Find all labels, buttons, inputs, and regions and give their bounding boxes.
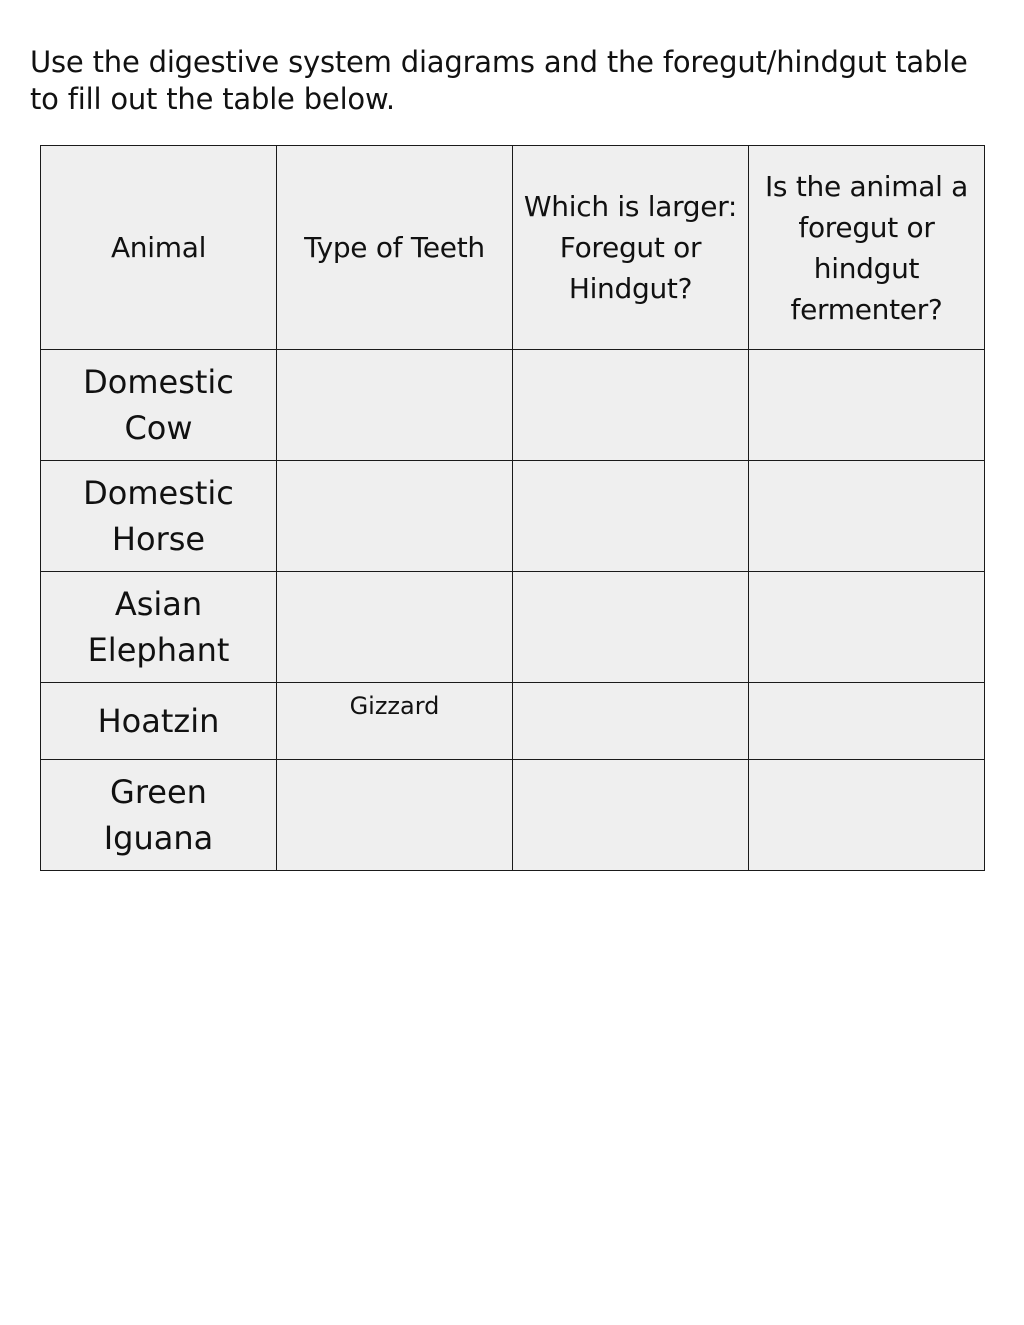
header-animal: Animal <box>41 146 277 350</box>
table-row <box>41 461 985 572</box>
animal-cell: Hoatzin <box>41 683 277 760</box>
fermenter-answer-cell[interactable] <box>749 760 985 871</box>
larger-gut-answer-cell[interactable] <box>513 572 749 683</box>
header-larger-gut: Which is larger: Foregut or Hindgut? <box>513 146 749 350</box>
animal-cell: Domestic Cow <box>41 350 277 461</box>
fermenter-answer-cell[interactable] <box>749 461 985 572</box>
table-row <box>41 683 985 760</box>
fermenter-answer-cell[interactable] <box>749 683 985 760</box>
digestive-worksheet-table <box>40 145 985 871</box>
larger-gut-answer-cell[interactable] <box>513 461 749 572</box>
larger-gut-answer-cell[interactable] <box>513 350 749 461</box>
instructions-text: Use the digestive system diagrams and the foregut/hindgut table to fill out the table below. <box>30 45 968 116</box>
teeth-answer-cell[interactable]: Gizzard <box>277 683 513 760</box>
table-row <box>41 350 985 461</box>
teeth-answer-cell[interactable] <box>277 760 513 871</box>
animal-cell: Domestic Horse <box>41 461 277 572</box>
larger-gut-answer-cell[interactable] <box>513 683 749 760</box>
fermenter-answer-cell[interactable] <box>749 572 985 683</box>
animal-cell: Asian Elephant <box>41 572 277 683</box>
teeth-answer-cell[interactable] <box>277 461 513 572</box>
header-fermenter-type: Is the animal a foregut or hindgut fermenter? <box>749 146 985 350</box>
table-row <box>41 760 985 871</box>
header-type-of-teeth: Type of Teeth <box>277 146 513 350</box>
fermenter-answer-cell[interactable] <box>749 350 985 461</box>
table-header-row <box>41 146 985 350</box>
teeth-answer-cell[interactable] <box>277 572 513 683</box>
animal-cell: Green Iguana <box>41 760 277 871</box>
teeth-answer-cell[interactable] <box>277 350 513 461</box>
larger-gut-answer-cell[interactable] <box>513 760 749 871</box>
table-row <box>41 572 985 683</box>
